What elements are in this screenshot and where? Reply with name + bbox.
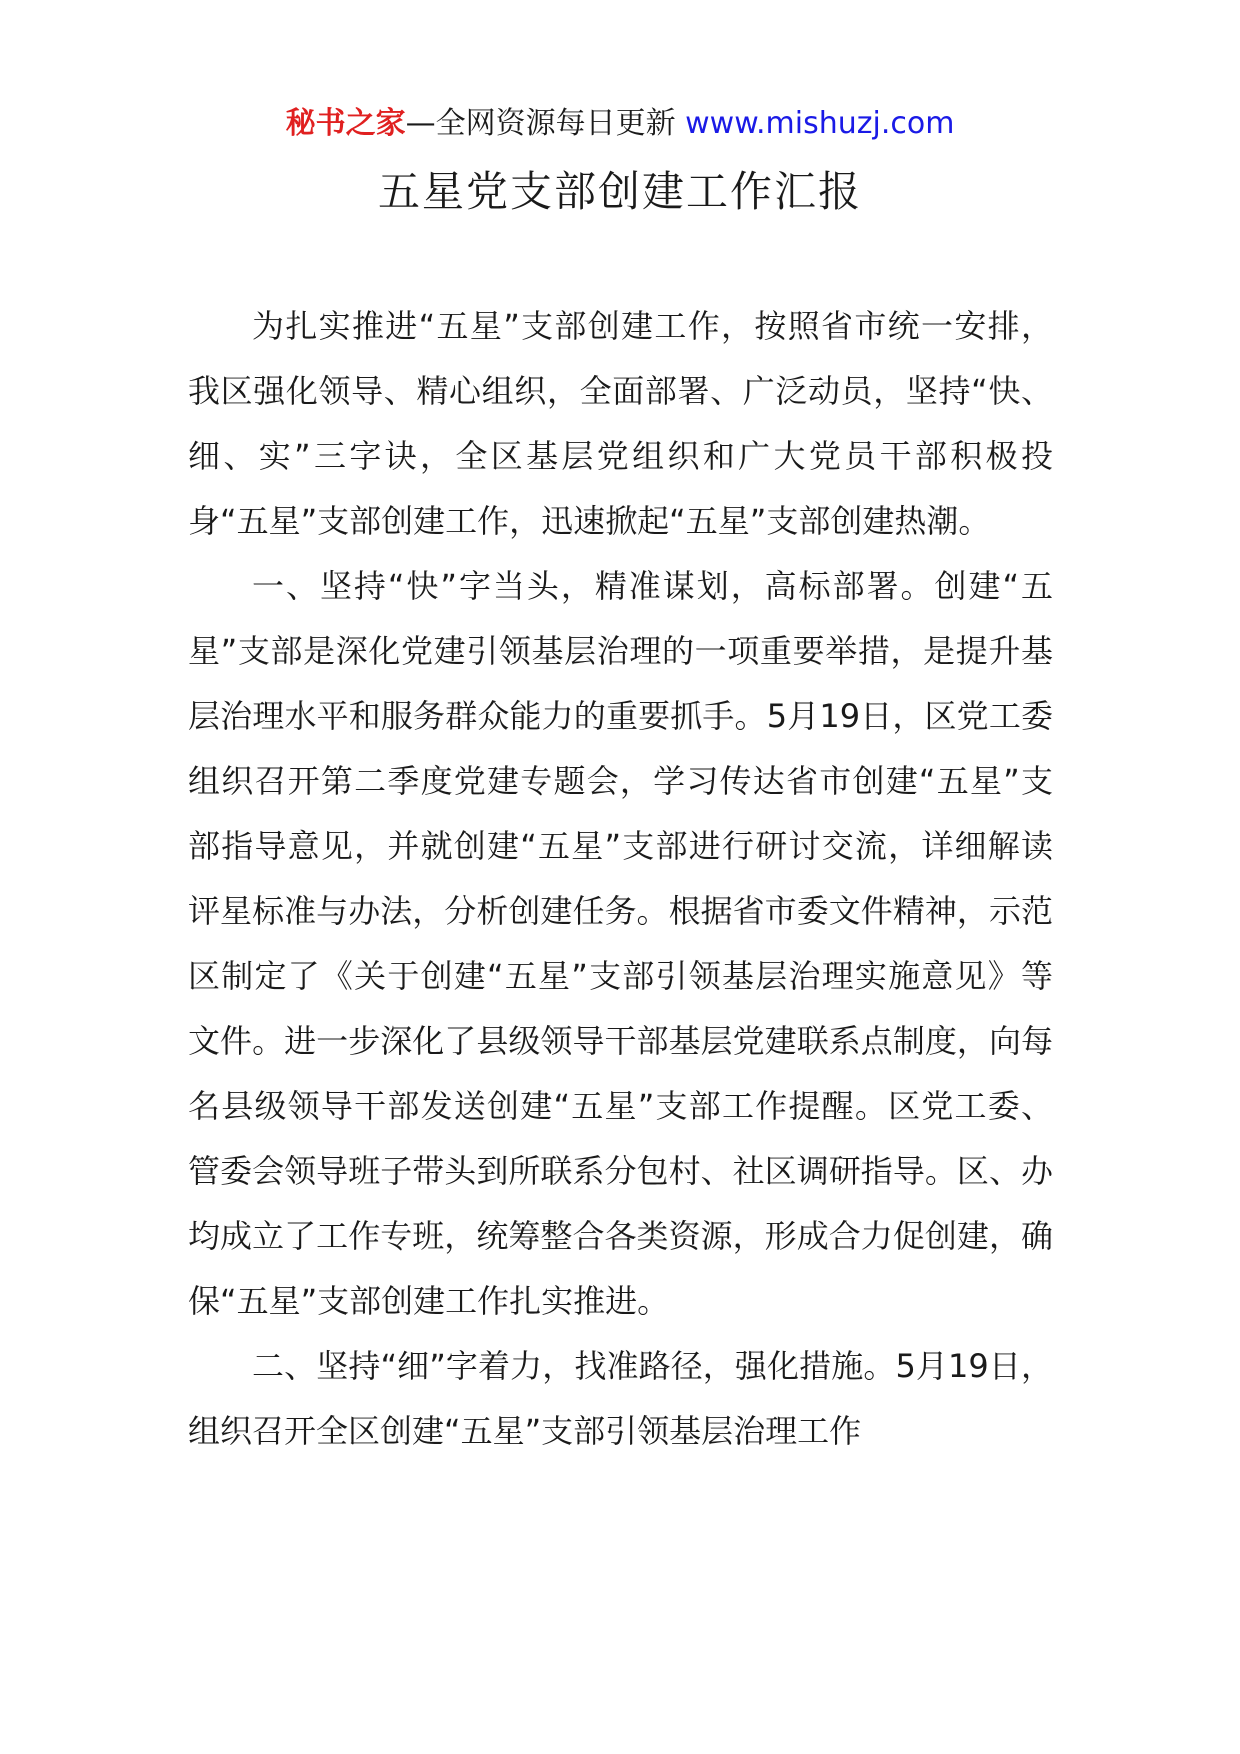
brand-name: 秘书之家 xyxy=(285,106,406,141)
document-body xyxy=(188,294,1053,1464)
paragraph-section-two: 二、坚持“细”字着力，找准路径，强化措施。5月19日，组织召开全区创建“五星”支部引领基层治理工作 xyxy=(188,1347,1053,1450)
site-url-link[interactable]: www.mishuzj.com xyxy=(685,106,955,141)
site-header xyxy=(0,104,1240,144)
header-tagline: —全网资源每日更新 xyxy=(405,106,676,141)
paragraph-intro: 为扎实推进“五星”支部创建工作，按照省市统一安排，我区强化领导、精心组织，全面部署、广泛动员，坚持“快、细、实”三字诀，全区基层党组织和广大党员干部积极投身“五星”支部创建工作，迅速掀起“五星”支部创建热潮。 xyxy=(188,307,1053,540)
document-title: 五星党支部创建工作汇报 xyxy=(377,167,862,216)
paragraph-section-one: 一、坚持“快”字当头，精准谋划，高标部署。创建“五星”支部是深化党建引领基层治理的一项重要举措，是提升基层治理水平和服务群众能力的重要抓手。5月19日，区党工委组织召开第二季度党建专题会，学习传达省市创建“五星”支部指导意见，并就创建“五星”支部进行研讨交流，详细解读评星标准与办法，分析创建任务。根据省市委文件精神，示范区制定了《关于创建“五星”支部引领基层治理实施意见》等文件。进一步深化了县级领导干部基层党建联系点制度，向每名县级领导干部发送创建“五星”支部工作提醒。区党工委、管委会领导班子带头到所联系分包村、社区调研指导。区、办均成立了工作专班，统筹整合各类资源，形成合力促创建，确保“五星”支部创建工作扎实推进。 xyxy=(188,567,1053,1320)
